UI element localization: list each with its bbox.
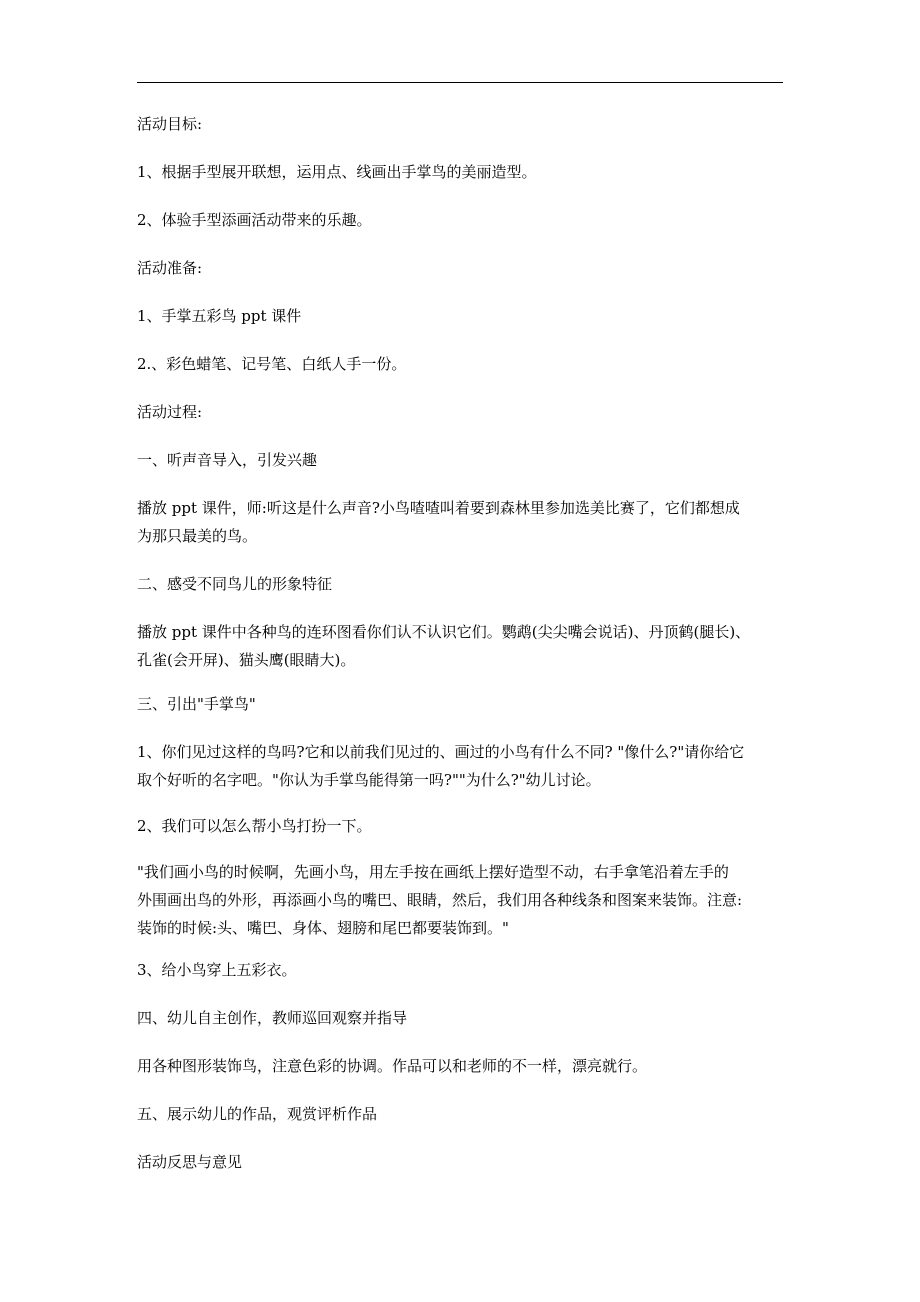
- process-step-4-text: 用各种图形装饰鸟，注意色彩的协调。作品可以和老师的不一样，漂亮就行。: [137, 1057, 648, 1075]
- heading-reflection: 活动反思与意见: [137, 1153, 243, 1171]
- process-step-2-text: 播放 ppt 课件中各种鸟的连环图看你们认不认识它们。鹦鹉(尖尖嘴会说话)、丹顶鹤(腿长)、 孔雀(会开屏)、猫头鹰(眼睛大)。: [137, 623, 751, 669]
- process-step-5-heading: 五、展示幼儿的作品，观赏评析作品: [137, 1105, 378, 1123]
- process-step-2-heading: 二、感受不同鸟儿的形象特征: [137, 575, 333, 593]
- process-step-4-heading: 四、幼儿自主创作，教师巡回观察并指导: [137, 1009, 408, 1027]
- process-step-1-text: 播放 ppt 课件，师:听这是什么声音?小鸟喳喳叫着要到森林里参加选美比赛了，它们都想成 为那只最美的鸟。: [137, 499, 740, 545]
- process-step-1-heading: 一、听声音导入，引发兴趣: [137, 451, 318, 469]
- heading-process: 活动过程:: [137, 403, 203, 421]
- preparation-item-2: 2.、彩色蜡笔、记号笔、白纸人手一份。: [137, 355, 407, 373]
- process-step-3-item-1: 1、你们见过这样的鸟吗?它和以前我们见过的、画过的小鸟有什么不同? "像什么?"请你给它 取个好听的名字吧。"你认为手掌鸟能得第一吗?""为什么?"幼儿讨论。: [137, 743, 745, 789]
- goal-item-2: 2、体验手型添画活动带来的乐趣。: [137, 211, 372, 229]
- process-step-3-quote: "我们画小鸟的时候啊，先画小鸟，用左手按在画纸上摆好造型不动，右手拿笔沿着左手的 外围画出鸟的外形，再添画小鸟的嘴巴、眼睛，然后，我们用各种线条和图案来装饰。注意: 装饰的时候:头、嘴巴、身体、翅膀和尾巴都要装饰到。": [137, 863, 743, 937]
- header-rule: [137, 82, 783, 83]
- goal-item-1: 1、根据手型展开联想，运用点、线画出手掌鸟的美丽造型。: [137, 163, 537, 181]
- process-step-3-heading: 三、引出"手掌鸟": [137, 695, 256, 713]
- heading-goals: 活动目标:: [137, 115, 203, 133]
- heading-preparation: 活动准备:: [137, 259, 203, 277]
- process-step-3-item-2: 2、我们可以怎么帮小鸟打扮一下。: [137, 817, 372, 835]
- preparation-item-1: 1、手掌五彩鸟 ppt 课件: [137, 307, 302, 325]
- process-step-3-item-3: 3、给小鸟穿上五彩衣。: [137, 961, 297, 979]
